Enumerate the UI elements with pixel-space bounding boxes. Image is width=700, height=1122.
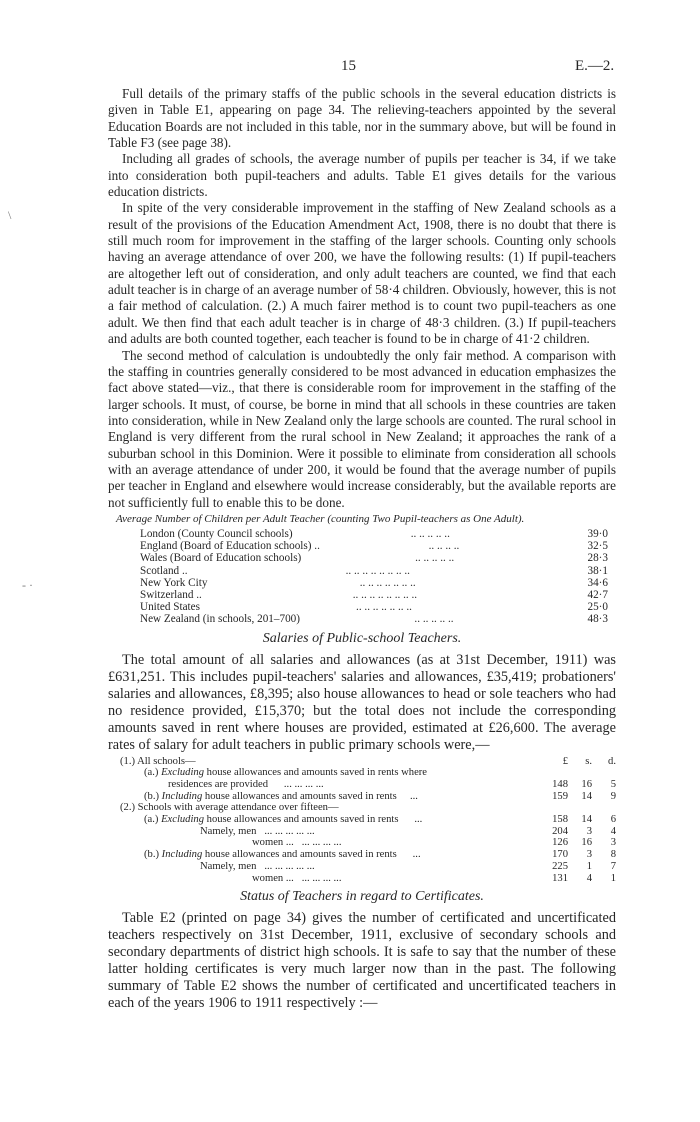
salary-item-1a-cont: residences are provided ... ... ... ... [168, 778, 324, 790]
row-label: Switzerland .. [140, 588, 202, 601]
row-label: New Zealand (in schools, 201–700) [140, 613, 301, 626]
row-leader: .. .. .. .. [428, 540, 460, 553]
page-number: 15 [341, 58, 356, 74]
row-value: 32·5 [587, 540, 608, 553]
row-leader: .. .. .. .. .. .. .. .. [345, 564, 410, 577]
row-label: New York City [140, 576, 208, 589]
salary-item-2a-men: Namely, men ... ... ... ... ... [200, 825, 315, 837]
amount: 148 16 5 [552, 778, 616, 790]
salary-item-1b: (b.) Including house allowances and amounts saved in rents ... [144, 790, 418, 802]
row-value: 42·7 [587, 588, 608, 601]
salary-item-2a: (a.) Excluding house allowances and amounts saved in rents ... [144, 814, 423, 826]
salary-item-all-schools: (1.) All schools— [120, 755, 196, 767]
row-leader: .. .. .. .. .. [410, 527, 450, 540]
salary-rates-list [108, 756, 616, 885]
row-label: United States [140, 601, 200, 614]
row-leader: .. .. .. .. .. .. .. .. [352, 588, 418, 601]
table-row [140, 589, 608, 601]
table-row [140, 565, 608, 577]
amount: 170 3 8 [552, 849, 616, 861]
row-label: London (County Council schools) [140, 527, 293, 540]
row-leader: .. .. .. .. .. .. .. [356, 601, 412, 614]
row-label: Scotland .. [140, 564, 188, 577]
table-row [140, 540, 608, 552]
report-reference: E.—2. [575, 58, 615, 74]
amount: 131 4 1 [552, 872, 616, 884]
row-value: 48·3 [587, 613, 608, 626]
row-label: Wales (Board of Education schools) [140, 552, 302, 565]
row-leader: .. .. .. .. .. .. .. [359, 576, 416, 589]
row-leader: .. .. .. .. .. [415, 552, 455, 565]
margin-mark: - · [22, 578, 33, 592]
paragraph-certificates: Table E2 (printed on page 34) gives the number of certificated and uncertificated teachers respectively on 31st December, 1911, exclusive of secondary schools and secondary departments of district high schools. It is safe to say that the number of these latter holding certificates is very much larger now than in the past. The following summary of Table E2 shows the number of certificated and uncertificated teachers in each of the years 1906 to 1911 respectively :— [108, 910, 616, 1012]
row-value: 38·1 [587, 564, 608, 577]
row-value: 39·0 [587, 527, 608, 540]
paragraph-staffing-improvement: In spite of the very considerable improvement in the staffing of New Zealand schools as a result of the provisions of the Education Amendment Act, 1908, there is no doubt that there is still much room for improvement in the staffing of the larger schools. Counting only schools having an average attendance of over 200, we have the following results: (1) If pupil-teachers are altogether left out of consideration, and only adult teachers are counted, we find that each adult teacher is in charge of an average number of 58·4 children. Obviously, however, this is not a fair method of calculation. (2.) A much fairer method is to count two pupil-teachers as one adult. We then find that each adult teacher is in charge of 48·3 children. (3.) If pupil-teachers and adults are both counted together, each teacher is found to be in charge of 41·2 children. [108, 200, 616, 347]
amount: 225 1 7 [552, 860, 616, 872]
currency-header: £ s. d. [562, 755, 616, 767]
row-value: 28·3 [587, 552, 608, 565]
table-row [140, 577, 608, 589]
certificates-heading: Status of Teachers in regard to Certificates. [240, 889, 484, 905]
amount: 126 16 3 [552, 837, 616, 849]
salary-item-2a-women: women ... ... ... ... ... [252, 837, 342, 849]
amount: 204 3 4 [552, 825, 616, 837]
table-row [140, 528, 608, 540]
table-row [140, 552, 608, 564]
amount: 159 14 9 [552, 790, 616, 802]
row-leader: .. .. .. .. .. [414, 613, 454, 626]
salary-item-2b-women: women ... ... ... ... ... [252, 872, 342, 884]
paragraph-salaries: The total amount of all salaries and allowances (as at 31st December, 1911) was £631,251. This includes pupil-teachers' salaries and allowances, £35,419; probationers' salaries and allowances, £8,395; also house allowances to head or sole teachers who had no residence provided, £15,370; but the total does not include the corresponding amounts saved in rent where houses are provided, estimated at £26,600. The average rates of salary for adult teachers in public primary schools were,— [108, 651, 616, 753]
page-content [108, 86, 616, 1012]
salary-item-1a: (a.) Excluding house allowances and amounts saved in rents where [144, 767, 428, 779]
salaries-heading: Salaries of Public-school Teachers. [262, 630, 462, 646]
row-value: 34·6 [587, 576, 608, 589]
row-label: England (Board of Education schools) .. [140, 540, 320, 553]
average-table-caption: Average Number of Children per Adult Teacher (counting Two Pupil-teachers as One Adult). [116, 512, 525, 525]
paragraph-primary-staffs: Full details of the primary staffs of the public schools in the several education districts is given in Table E1, appearing on page 34. The relieving-teachers appointed by the several Education Boards are not included in this table, nor in the summary above, but will be found in Table F3 (see page 38). [108, 86, 616, 151]
table-row [140, 613, 608, 625]
salary-item-over-fifteen: (2.) Schools with average attendance over fifteen— [120, 802, 339, 814]
row-value: 25·0 [587, 601, 608, 614]
page-header [0, 58, 700, 78]
salary-item-2b-men: Namely, men ... ... ... ... ... [200, 860, 315, 872]
margin-mark: \ [8, 208, 12, 222]
amount: 158 14 6 [552, 814, 616, 826]
average-children-table [140, 528, 608, 626]
paragraph-pupils-per-teacher: Including all grades of schools, the average number of pupils per teacher is 34, if we take into consideration both pupil-teachers and adults. Table E1 gives details for the various education districts. [108, 151, 616, 200]
paragraph-second-method: The second method of calculation is undoubtedly the only fair method. A comparison with the staffing in countries generally considered to be most advanced in education emphasizes the fact above stated—viz., that there is considerable room for improvement in the staffing of the larger schools. It must, of course, be borne in mind that all schools in these countries are taken into consideration, while in New Zealand only the large schools are counted. The rural school in England is very different from the rural school in New Zealand; it approaches the rank of a suburban school in this Dominion. Were it possible to eliminate from consideration all schools with an average attendance of under 200, it would be found that the average number of pupils per teacher in England and elsewhere would increase considerably, but the available reports are not sufficiently full to enable this to be done. [108, 347, 616, 510]
salary-item-2b: (b.) Including house allowances and amounts saved in rents ... [144, 849, 421, 861]
table-row [140, 601, 608, 613]
